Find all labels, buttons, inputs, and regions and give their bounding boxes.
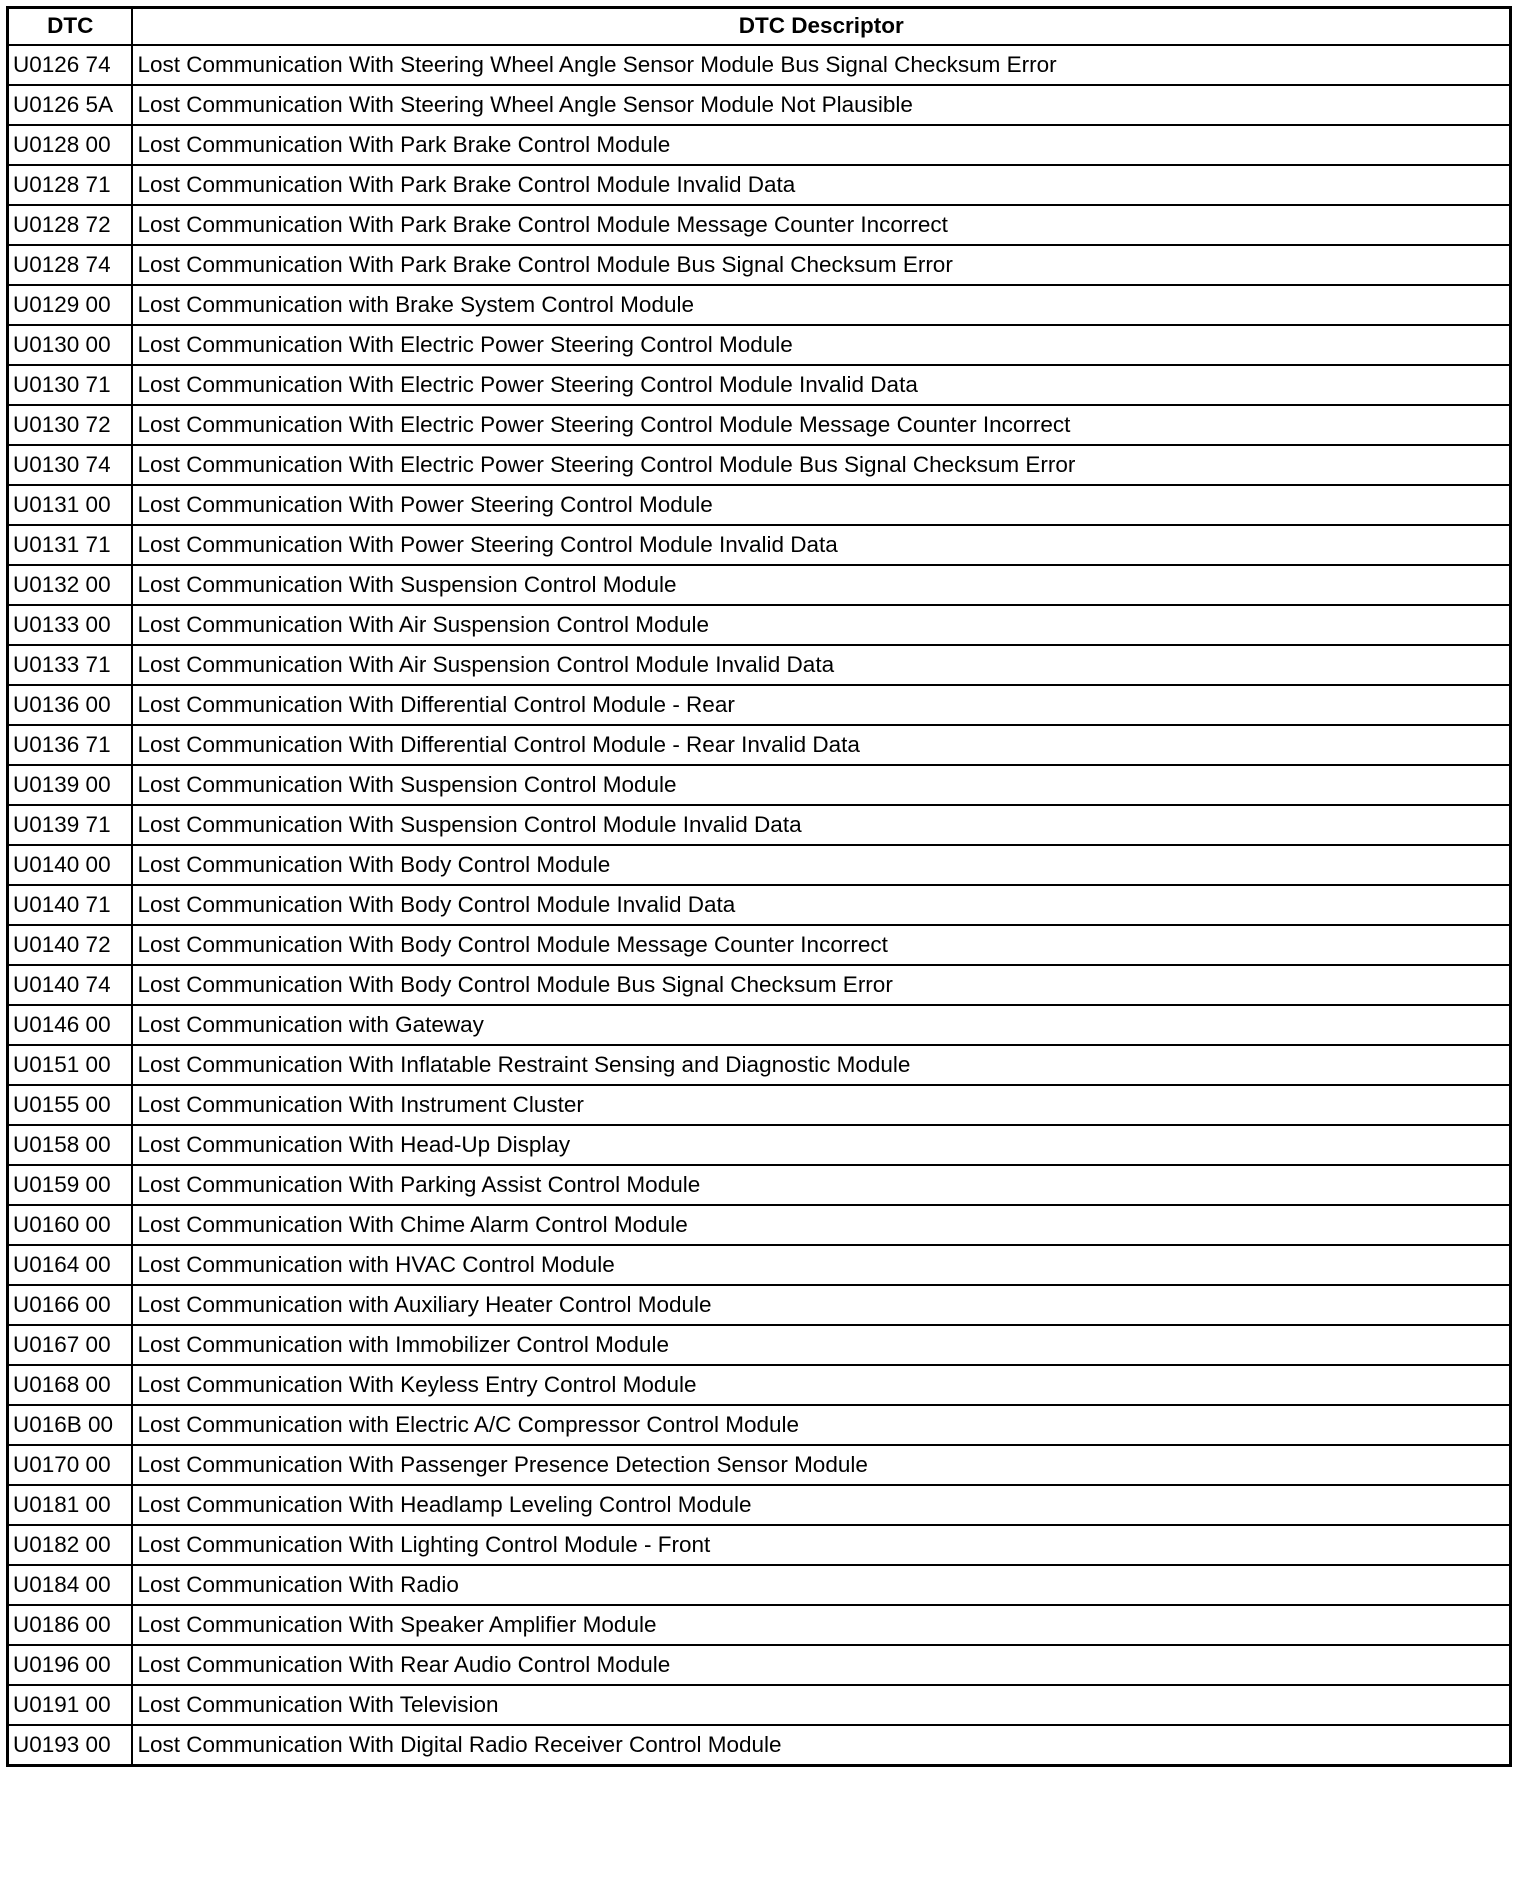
dtc-descriptor-cell: Lost Communication With Electric Power Steering Control Module xyxy=(132,325,1511,365)
dtc-descriptor-cell: Lost Communication With Radio xyxy=(132,1565,1511,1605)
table-row xyxy=(8,325,1511,365)
table-row xyxy=(8,1485,1511,1525)
table-row xyxy=(8,1365,1511,1405)
dtc-descriptor-cell: Lost Communication With Park Brake Control Module Bus Signal Checksum Error xyxy=(132,245,1511,285)
table-row xyxy=(8,845,1511,885)
dtc-descriptor-cell: Lost Communication with Immobilizer Control Module xyxy=(132,1325,1511,1365)
table-row xyxy=(8,445,1511,485)
dtc-code-cell: U0181 00 xyxy=(8,1485,132,1525)
dtc-code-cell: U0126 74 xyxy=(8,45,132,85)
dtc-descriptor-cell: Lost Communication With Electric Power Steering Control Module Message Counter Incorrect xyxy=(132,405,1511,445)
table-row xyxy=(8,965,1511,1005)
table-row xyxy=(8,1565,1511,1605)
table-row xyxy=(8,885,1511,925)
dtc-descriptor-cell: Lost Communication With Steering Wheel Angle Sensor Module Not Plausible xyxy=(132,85,1511,125)
table-row xyxy=(8,1325,1511,1365)
dtc-descriptor-cell: Lost Communication With Television xyxy=(132,1685,1511,1725)
table-row xyxy=(8,525,1511,565)
dtc-descriptor-cell: Lost Communication With Digital Radio Receiver Control Module xyxy=(132,1725,1511,1766)
dtc-code-cell: U0130 00 xyxy=(8,325,132,365)
dtc-code-cell: U0193 00 xyxy=(8,1725,132,1766)
header-row xyxy=(8,8,1511,46)
dtc-code-cell: U0131 00 xyxy=(8,485,132,525)
dtc-code-cell: U0155 00 xyxy=(8,1085,132,1125)
dtc-code-cell: U0158 00 xyxy=(8,1125,132,1165)
dtc-code-cell: U0146 00 xyxy=(8,1005,132,1045)
dtc-descriptor-cell: Lost Communication With Body Control Module Invalid Data xyxy=(132,885,1511,925)
dtc-code-cell: U016B 00 xyxy=(8,1405,132,1445)
dtc-code-cell: U0130 71 xyxy=(8,365,132,405)
table-row xyxy=(8,1445,1511,1485)
table-row xyxy=(8,765,1511,805)
dtc-code-cell: U0140 72 xyxy=(8,925,132,965)
dtc-descriptor-cell: Lost Communication With Suspension Control Module xyxy=(132,565,1511,605)
dtc-code-cell: U0126 5A xyxy=(8,85,132,125)
dtc-code-cell: U0140 74 xyxy=(8,965,132,1005)
dtc-descriptor-cell: Lost Communication With Body Control Module xyxy=(132,845,1511,885)
dtc-descriptor-cell: Lost Communication With Suspension Control Module xyxy=(132,765,1511,805)
table-row xyxy=(8,205,1511,245)
dtc-descriptor-cell: Lost Communication With Power Steering Control Module xyxy=(132,485,1511,525)
dtc-table-header xyxy=(8,8,1511,46)
dtc-code-cell: U0151 00 xyxy=(8,1045,132,1085)
table-row xyxy=(8,1525,1511,1565)
dtc-code-cell: U0133 00 xyxy=(8,605,132,645)
dtc-code-cell: U0128 74 xyxy=(8,245,132,285)
table-row xyxy=(8,165,1511,205)
dtc-code-cell: U0139 00 xyxy=(8,765,132,805)
table-row xyxy=(8,1125,1511,1165)
table-row xyxy=(8,1205,1511,1245)
dtc-descriptor-cell: Lost Communication With Suspension Control Module Invalid Data xyxy=(132,805,1511,845)
dtc-descriptor-cell: Lost Communication With Steering Wheel Angle Sensor Module Bus Signal Checksum Error xyxy=(132,45,1511,85)
table-row xyxy=(8,485,1511,525)
dtc-descriptor-cell: Lost Communication With Speaker Amplifier Module xyxy=(132,1605,1511,1645)
dtc-descriptor-cell: Lost Communication With Air Suspension Control Module Invalid Data xyxy=(132,645,1511,685)
dtc-code-cell: U0168 00 xyxy=(8,1365,132,1405)
dtc-code-cell: U0164 00 xyxy=(8,1245,132,1285)
table-row xyxy=(8,125,1511,165)
table-row xyxy=(8,85,1511,125)
dtc-descriptor-cell: Lost Communication With Park Brake Control Module Message Counter Incorrect xyxy=(132,205,1511,245)
dtc-code-cell: U0128 71 xyxy=(8,165,132,205)
dtc-descriptor-cell: Lost Communication With Differential Control Module - Rear Invalid Data xyxy=(132,725,1511,765)
table-row xyxy=(8,605,1511,645)
dtc-descriptor-cell: Lost Communication With Chime Alarm Control Module xyxy=(132,1205,1511,1245)
dtc-code-cell: U0191 00 xyxy=(8,1685,132,1725)
dtc-code-cell: U0136 71 xyxy=(8,725,132,765)
table-row xyxy=(8,45,1511,85)
dtc-code-cell: U0132 00 xyxy=(8,565,132,605)
table-row xyxy=(8,1005,1511,1045)
table-row xyxy=(8,925,1511,965)
dtc-code-cell: U0166 00 xyxy=(8,1285,132,1325)
dtc-descriptor-column-header: DTC Descriptor xyxy=(132,8,1511,46)
dtc-descriptor-cell: Lost Communication With Park Brake Control Module Invalid Data xyxy=(132,165,1511,205)
dtc-descriptor-cell: Lost Communication With Inflatable Restraint Sensing and Diagnostic Module xyxy=(132,1045,1511,1085)
dtc-code-cell: U0170 00 xyxy=(8,1445,132,1485)
table-row xyxy=(8,725,1511,765)
dtc-code-cell: U0130 74 xyxy=(8,445,132,485)
table-row xyxy=(8,1285,1511,1325)
table-row xyxy=(8,685,1511,725)
dtc-descriptor-cell: Lost Communication With Park Brake Control Module xyxy=(132,125,1511,165)
dtc-descriptor-cell: Lost Communication With Air Suspension Control Module xyxy=(132,605,1511,645)
dtc-code-cell: U0140 71 xyxy=(8,885,132,925)
dtc-code-cell: U0167 00 xyxy=(8,1325,132,1365)
table-row xyxy=(8,1605,1511,1645)
dtc-code-cell: U0131 71 xyxy=(8,525,132,565)
dtc-descriptor-cell: Lost Communication With Rear Audio Control Module xyxy=(132,1645,1511,1685)
dtc-descriptor-cell: Lost Communication With Keyless Entry Control Module xyxy=(132,1365,1511,1405)
dtc-column-header: DTC xyxy=(8,8,132,46)
dtc-code-cell: U0129 00 xyxy=(8,285,132,325)
dtc-code-cell: U0184 00 xyxy=(8,1565,132,1605)
dtc-descriptor-cell: Lost Communication with Gateway xyxy=(132,1005,1511,1045)
dtc-code-cell: U0130 72 xyxy=(8,405,132,445)
dtc-descriptor-cell: Lost Communication With Headlamp Leveling Control Module xyxy=(132,1485,1511,1525)
table-row xyxy=(8,645,1511,685)
dtc-code-cell: U0186 00 xyxy=(8,1605,132,1645)
dtc-code-cell: U0133 71 xyxy=(8,645,132,685)
dtc-descriptor-cell: Lost Communication With Head-Up Display xyxy=(132,1125,1511,1165)
table-row xyxy=(8,1085,1511,1125)
table-row xyxy=(8,1405,1511,1445)
dtc-descriptor-cell: Lost Communication with Auxiliary Heater Control Module xyxy=(132,1285,1511,1325)
table-row xyxy=(8,285,1511,325)
table-row xyxy=(8,805,1511,845)
dtc-table xyxy=(6,6,1512,1767)
dtc-descriptor-cell: Lost Communication with Electric A/C Compressor Control Module xyxy=(132,1405,1511,1445)
dtc-descriptor-cell: Lost Communication With Passenger Presence Detection Sensor Module xyxy=(132,1445,1511,1485)
table-row xyxy=(8,1725,1511,1766)
table-row xyxy=(8,405,1511,445)
dtc-code-cell: U0160 00 xyxy=(8,1205,132,1245)
dtc-code-cell: U0159 00 xyxy=(8,1165,132,1205)
table-row xyxy=(8,1045,1511,1085)
table-row xyxy=(8,365,1511,405)
dtc-descriptor-cell: Lost Communication With Body Control Module Message Counter Incorrect xyxy=(132,925,1511,965)
dtc-descriptor-cell: Lost Communication with HVAC Control Module xyxy=(132,1245,1511,1285)
dtc-code-cell: U0128 00 xyxy=(8,125,132,165)
dtc-descriptor-cell: Lost Communication With Differential Control Module - Rear xyxy=(132,685,1511,725)
dtc-code-cell: U0128 72 xyxy=(8,205,132,245)
dtc-code-cell: U0136 00 xyxy=(8,685,132,725)
dtc-descriptor-cell: Lost Communication with Brake System Control Module xyxy=(132,285,1511,325)
dtc-code-cell: U0196 00 xyxy=(8,1645,132,1685)
dtc-descriptor-cell: Lost Communication With Body Control Module Bus Signal Checksum Error xyxy=(132,965,1511,1005)
dtc-table-body xyxy=(8,45,1511,1766)
table-row xyxy=(8,1645,1511,1685)
dtc-descriptor-cell: Lost Communication With Instrument Cluster xyxy=(132,1085,1511,1125)
table-row xyxy=(8,565,1511,605)
dtc-descriptor-cell: Lost Communication With Lighting Control Module - Front xyxy=(132,1525,1511,1565)
table-row xyxy=(8,1685,1511,1725)
dtc-code-cell: U0182 00 xyxy=(8,1525,132,1565)
dtc-code-cell: U0139 71 xyxy=(8,805,132,845)
dtc-code-cell: U0140 00 xyxy=(8,845,132,885)
dtc-descriptor-cell: Lost Communication With Electric Power Steering Control Module Invalid Data xyxy=(132,365,1511,405)
dtc-descriptor-cell: Lost Communication With Power Steering Control Module Invalid Data xyxy=(132,525,1511,565)
table-row xyxy=(8,1165,1511,1205)
dtc-descriptor-cell: Lost Communication With Parking Assist Control Module xyxy=(132,1165,1511,1205)
table-row xyxy=(8,245,1511,285)
table-row xyxy=(8,1245,1511,1285)
dtc-descriptor-cell: Lost Communication With Electric Power Steering Control Module Bus Signal Checksum Error xyxy=(132,445,1511,485)
